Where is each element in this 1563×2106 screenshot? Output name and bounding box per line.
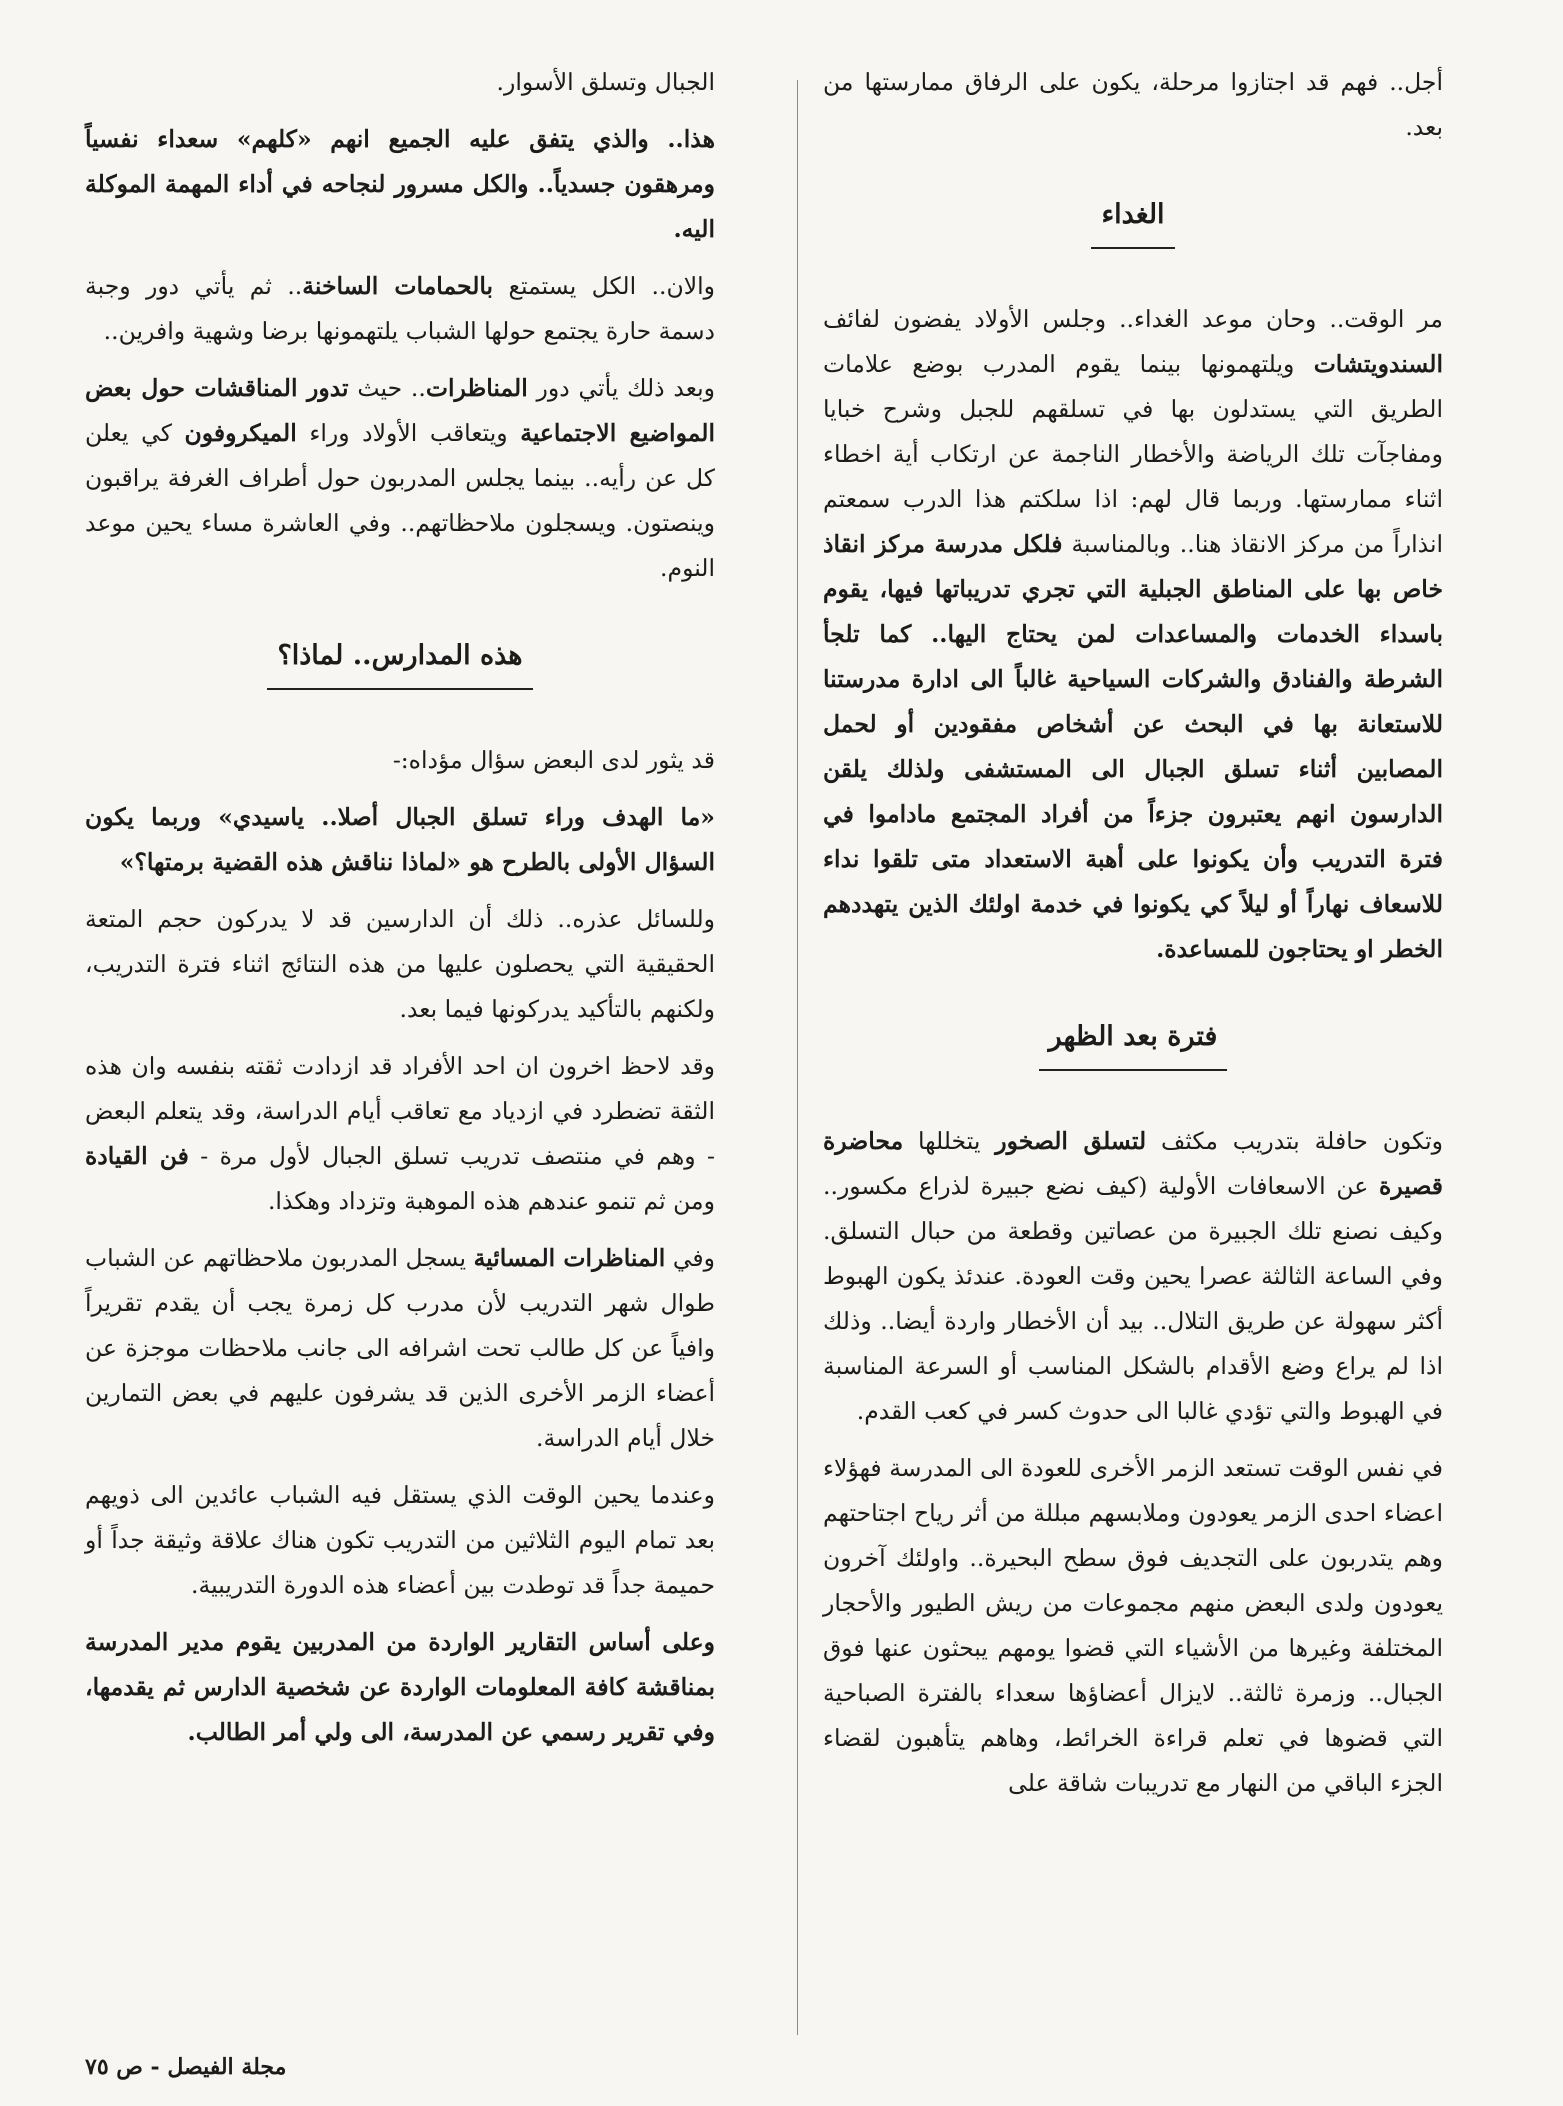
section-heading-why: هذه المدارس.. لماذا؟ (85, 633, 715, 690)
text-run: يتخللها (903, 1127, 996, 1155)
text-run: كي يعلن كل عن رأيه.. بينما يجلس المدربون حول أطراف الغرفة يراقبون وينصتون. ويسجلون ملاحظاتهم.. وفي العاشرة مساء يحين موعد النوم. (85, 419, 715, 582)
text-run: ومن ثم تنمو عندهم هذه الموهبة وتزداد وهكذا. (267, 1187, 715, 1215)
text-run: ويلتهمونها بينما يقوم المدرب بوضع علامات الطريق التي يستدلون بها في تسلقهم للجبل وشرح خبايا ومفاجآت تلك الرياضة والأخطار الناجمة عن ارتكاب أية اخطاء اثناء ممارستها. وربما قال لهم: اذا سلكتم هذا الدرب سمعتم انذاراً من مركز الانقاذ هنا.. وبالمناسبة (823, 350, 1444, 558)
paragraph (85, 795, 715, 885)
column-divider (797, 80, 798, 2035)
paragraph (85, 1620, 715, 1755)
paragraph: أجل.. فهم قد اجتازوا مرحلة، يكون على الرفاق ممارستها من بعد. (823, 68, 1443, 141)
text-run: .. ثم يأتي دور وجبة دسمة حارة يجتمع حولها الشباب يلتهمونها برضا وشهية وافرين.. (85, 272, 715, 345)
bold-text: محاضرة قصيرة (823, 1127, 1443, 1200)
paragraph: الجبال وتسلق الأسوار. (496, 68, 715, 96)
left-column (85, 60, 715, 2046)
paragraph: وعندما يحين الوقت الذي يستقل فيه الشباب عائدين الى ذويهم بعد تمام اليوم الثلاثين من التدريب تكون هناك علاقة وثيقة جداً أو حميمة جداً قد توطدت بين أعضاء هذه الدورة التدريبية. (85, 1481, 715, 1599)
paragraph (823, 1119, 1443, 1434)
paragraph: قد يثور لدى البعض سؤال مؤداه:- (392, 746, 715, 774)
bold-text: المناظرات المسائية (473, 1244, 666, 1272)
text-run: .. حيث (348, 374, 426, 402)
bold-text: هذا.. والذي يتفق عليه الجميع انهم «كلهم» سعداء نفسياً ومرهقون جسدياً.. والكل مسرور لنجاحه في أداء المهمة الموكلة اليه. (85, 125, 715, 243)
bold-text: الميكروفون (184, 419, 297, 447)
bold-text: وعلى أساس التقارير الواردة من المدربين يقوم مدير المدرسة بمناقشة كافة المعلومات الواردة عن شخصية الدارس ثم يقدمها، وفي تقرير رسمي عن المدرسة، الى ولي أمر الطالب. (85, 1628, 715, 1746)
text-run: يسجل المدربون ملاحظاتهم عن الشباب طوال شهر التدريب لأن مدرب كل زمرة يجب أن يقدم تقريراً وافياً عن كل طالب تحت اشرافه الى جانب ملاحظات موجزة عن أعضاء الزمر الأخرى الذين قد يشرفون عليهم في بعض التمارين خلال أيام الدراسة. (85, 1244, 715, 1452)
text-run: وفي (665, 1244, 715, 1272)
right-column (823, 60, 1443, 2046)
text-run: وبعد ذلك يأتي دور (527, 374, 715, 402)
page-footer: مجلة الفيصل - ص ٧٥ (85, 2054, 287, 2080)
text-run: وتكون حافلة بتدريب مكثف (1146, 1127, 1443, 1155)
paragraph (85, 1044, 715, 1224)
bold-text: فلكل مدرسة مركز انقاذ خاص بها على المناطق الجبلية التي تجري تدريباتها فيها، يقوم باسداء الخدمات والمساعدات لمن يحتاج اليها.. كما تلجأ الشرطة والفنادق والشركات السياحية غالباً الى ادارة مدرستنا للاستعانة بها في البحث عن أشخاص مفقودين أو لحمل المصابين أثناء تسلق الجبال الى المستشفى ولذلك يلقن الدارسون انهم يعتبرون جزءاً من أفراد المجتمع ماداموا في فترة التدريب وأن يكونوا على أهبة الاستعداد متى تلقوا نداء للاسعاف نهاراً أو ليلاً كي يكونوا في خدمة اولئك الذين يتهددهم الخطر او يحتاجون للمساعدة. (823, 530, 1443, 963)
text-run: مر الوقت.. وحان موعد الغداء.. وجلس الأولاد يفضون لفائف (823, 305, 1443, 333)
section-heading-lunch: الغداء (823, 192, 1443, 249)
bold-text: المناظرات (425, 374, 528, 402)
text-run: والان.. الكل يستمتع (493, 272, 715, 300)
paragraph: في نفس الوقت تستعد الزمر الأخرى للعودة الى المدرسة فهؤلاء اعضاء احدى الزمر يعودون وملابسهم مبللة من أثر رياح اجتاحتهم وهم يتدربون على التجديف فوق سطح البحيرة.. واولئك آخرون يعودون ولدى البعض منهم مجموعات من ريش الطيور والأحجار المختلفة وغيرها من الأشياء التي قضوا يومهم يبحثون عنها فوق الجبال.. وزمرة ثالثة.. لايزال أعضاؤها سعداء بالفترة الصباحية التي قضوها في تعلم قراءة الخرائط، وهاهم يتأهبون لقضاء الجزء الباقي من النهار مع تدريبات شاقة على (823, 1454, 1443, 1797)
bold-text: بالحمامات الساخنة (302, 272, 494, 300)
bold-text: لتسلق الصخور (995, 1127, 1147, 1155)
text-run: عن الاسعافات الأولية (كيف نضع جبيرة لذراع مكسور.. وكيف نصنع تلك الجبيرة من عصاتين وقطعة من حبال التسلق. وفي الساعة الثالثة عصرا يحين وقت العودة. عندئذ يكون الهبوط أكثر سهولة عن طريق التلال.. بيد أن الأخطار واردة أيضا.. وذلك اذا لم يراع وضع الأقدام بالشكل المناسب أو السرعة المناسبة في الهبوط والتي تؤدي غالبا الى حدوث كسر في كعب القدم. (823, 1172, 1443, 1425)
bold-text: السندويتشات (1313, 350, 1443, 378)
paragraph (823, 297, 1443, 972)
paragraph (85, 264, 715, 354)
paragraph: وللسائل عذره.. ذلك أن الدارسين قد لا يدركون حجم المتعة الحقيقية التي يحصلون عليها من هذه النتائج اثناء فترة التدريب، ولكنهم بالتأكيد يدركونها فيما بعد. (85, 905, 715, 1023)
section-heading-afternoon: فترة بعد الظهر (823, 1014, 1443, 1071)
paragraph (85, 1236, 715, 1461)
text-run: وقد لاحظ اخرون ان احد الأفراد قد ازدادت ثقته بنفسه وان هذه الثقة تضطرد في ازدياد مع تعاقب أيام الدراسة، وقد يتعلم البعض - وهم في منتصف تدريب تسلق الجبال لأول مرة - (85, 1052, 715, 1170)
paragraph (85, 117, 715, 252)
text-run: ويتعاقب الأولاد وراء (296, 419, 521, 447)
bold-text: «ما الهدف وراء تسلق الجبال أصلا.. ياسيدي» وربما يكون السؤال الأولى بالطرح هو «لماذا نناقش هذه القضية برمتها؟» (85, 803, 715, 876)
bold-text: تدور المناقشات حول بعض المواضيع الاجتماعية (85, 374, 715, 447)
bold-text: فن القيادة (85, 1142, 189, 1170)
paragraph (85, 366, 715, 591)
